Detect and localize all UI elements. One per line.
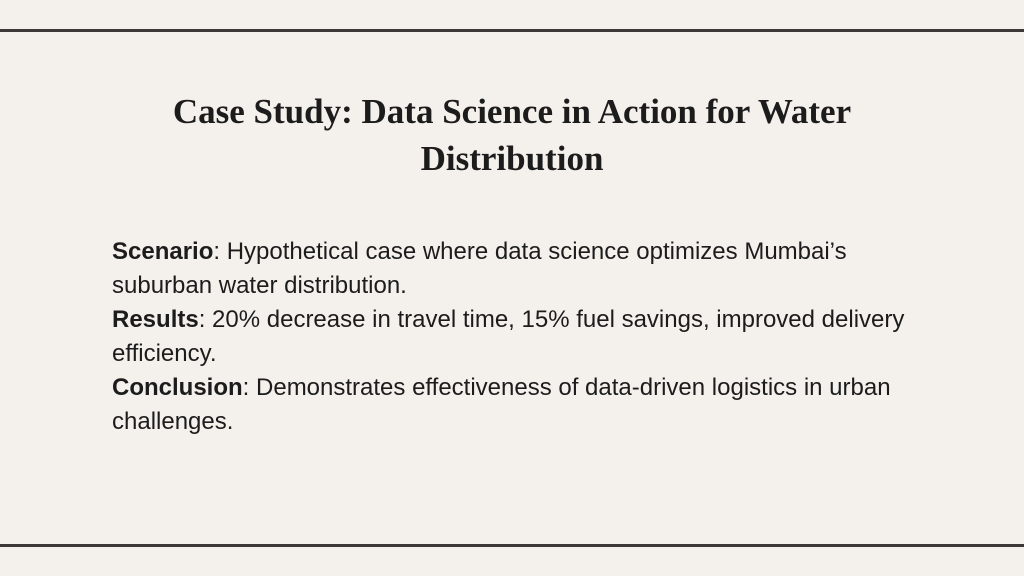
- results-text: : 20% decrease in travel time, 15% fuel savings, improved delivery efficiency.: [112, 306, 905, 367]
- scenario-text: : Hypothetical case where data science optimizes Mumbai’s suburban water distribution.: [112, 238, 847, 299]
- scenario-label: Scenario: [112, 238, 214, 265]
- bottom-divider: [0, 544, 1024, 547]
- slide-title: Case Study: Data Science in Action for Water Distribution: [172, 92, 852, 178]
- results-point: [112, 303, 912, 371]
- conclusion-label: Conclusion: [112, 374, 243, 401]
- conclusion-text: : Demonstrates effectiveness of data-driven logistics in urban challenges.: [112, 374, 891, 435]
- top-divider: [0, 29, 1024, 32]
- slide-body: [112, 235, 912, 439]
- scenario-point: [112, 235, 912, 303]
- results-label: Results: [112, 306, 199, 333]
- conclusion-point: [112, 371, 912, 439]
